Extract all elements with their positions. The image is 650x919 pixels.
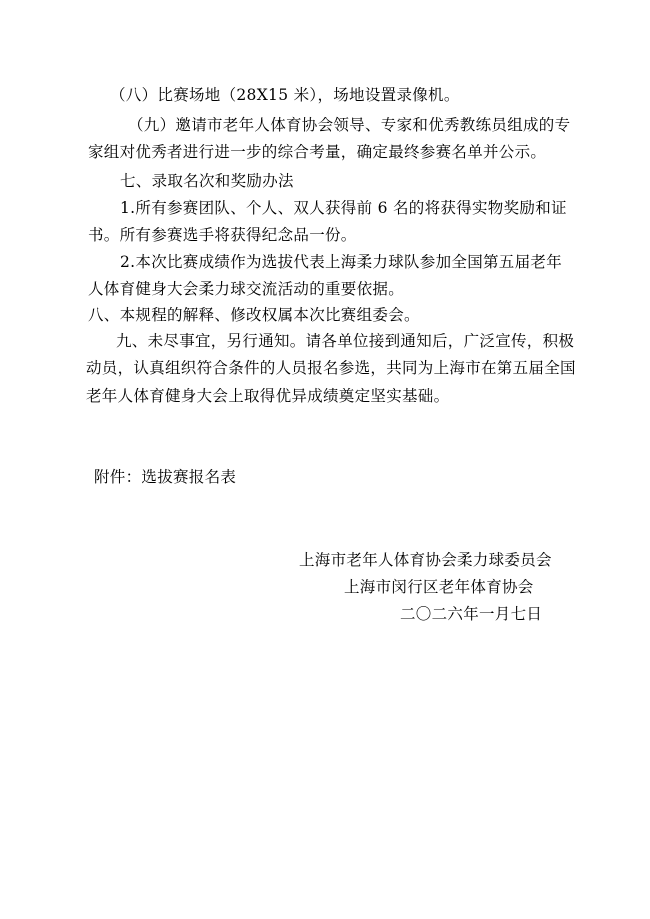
section-8: 八、本规程的解释、修改权属本次比赛组委会。 xyxy=(88,306,420,324)
section-7-para-1-line-2: 书。所有参赛选手将获得纪念品一份。 xyxy=(88,226,357,244)
section-7-title: 七、录取名次和奖励办法 xyxy=(120,172,294,190)
section-7-para-2-line-2: 人体育健身大会柔力球交流活动的重要依据。 xyxy=(88,280,405,298)
signature-org-1: 上海市老年人体育协会柔力球委员会 xyxy=(299,551,552,569)
attachment-note: 附件：选拔赛报名表 xyxy=(94,468,237,486)
section-7-para-1-line-1: 1.所有参赛团队、个人、双人获得前 6 名的将获得实物奖励和证 xyxy=(120,199,567,217)
item-8-venue: （八）比赛场地（28X15 米），场地设置录像机。 xyxy=(110,86,460,104)
item-9-line-1: （九）邀请市老年人体育协会领导、专家和优秀教练员组成的专 xyxy=(128,116,571,134)
signature-org-2: 上海市闵行区老年体育协会 xyxy=(344,578,534,596)
section-9-line-2: 动员，认真组织符合条件的人员报名参选，共同为上海市在第五届全国 xyxy=(86,359,576,377)
item-9-line-2: 家组对优秀者进行进一步的综合考量，确定最终参赛名单并公示。 xyxy=(88,143,547,161)
section-9-line-3: 老年人体育健身大会上取得优异成绩奠定坚实基础。 xyxy=(86,387,450,405)
section-7-para-2-line-1: 2.本次比赛成绩作为选拔代表上海柔力球队参加全国第五届老年 xyxy=(120,253,562,271)
signature-date: 二〇二六年一月七日 xyxy=(400,605,543,623)
section-9-line-1: 九、未尽事宜，另行通知。请各单位接到通知后，广泛宣传，积极 xyxy=(116,332,575,350)
